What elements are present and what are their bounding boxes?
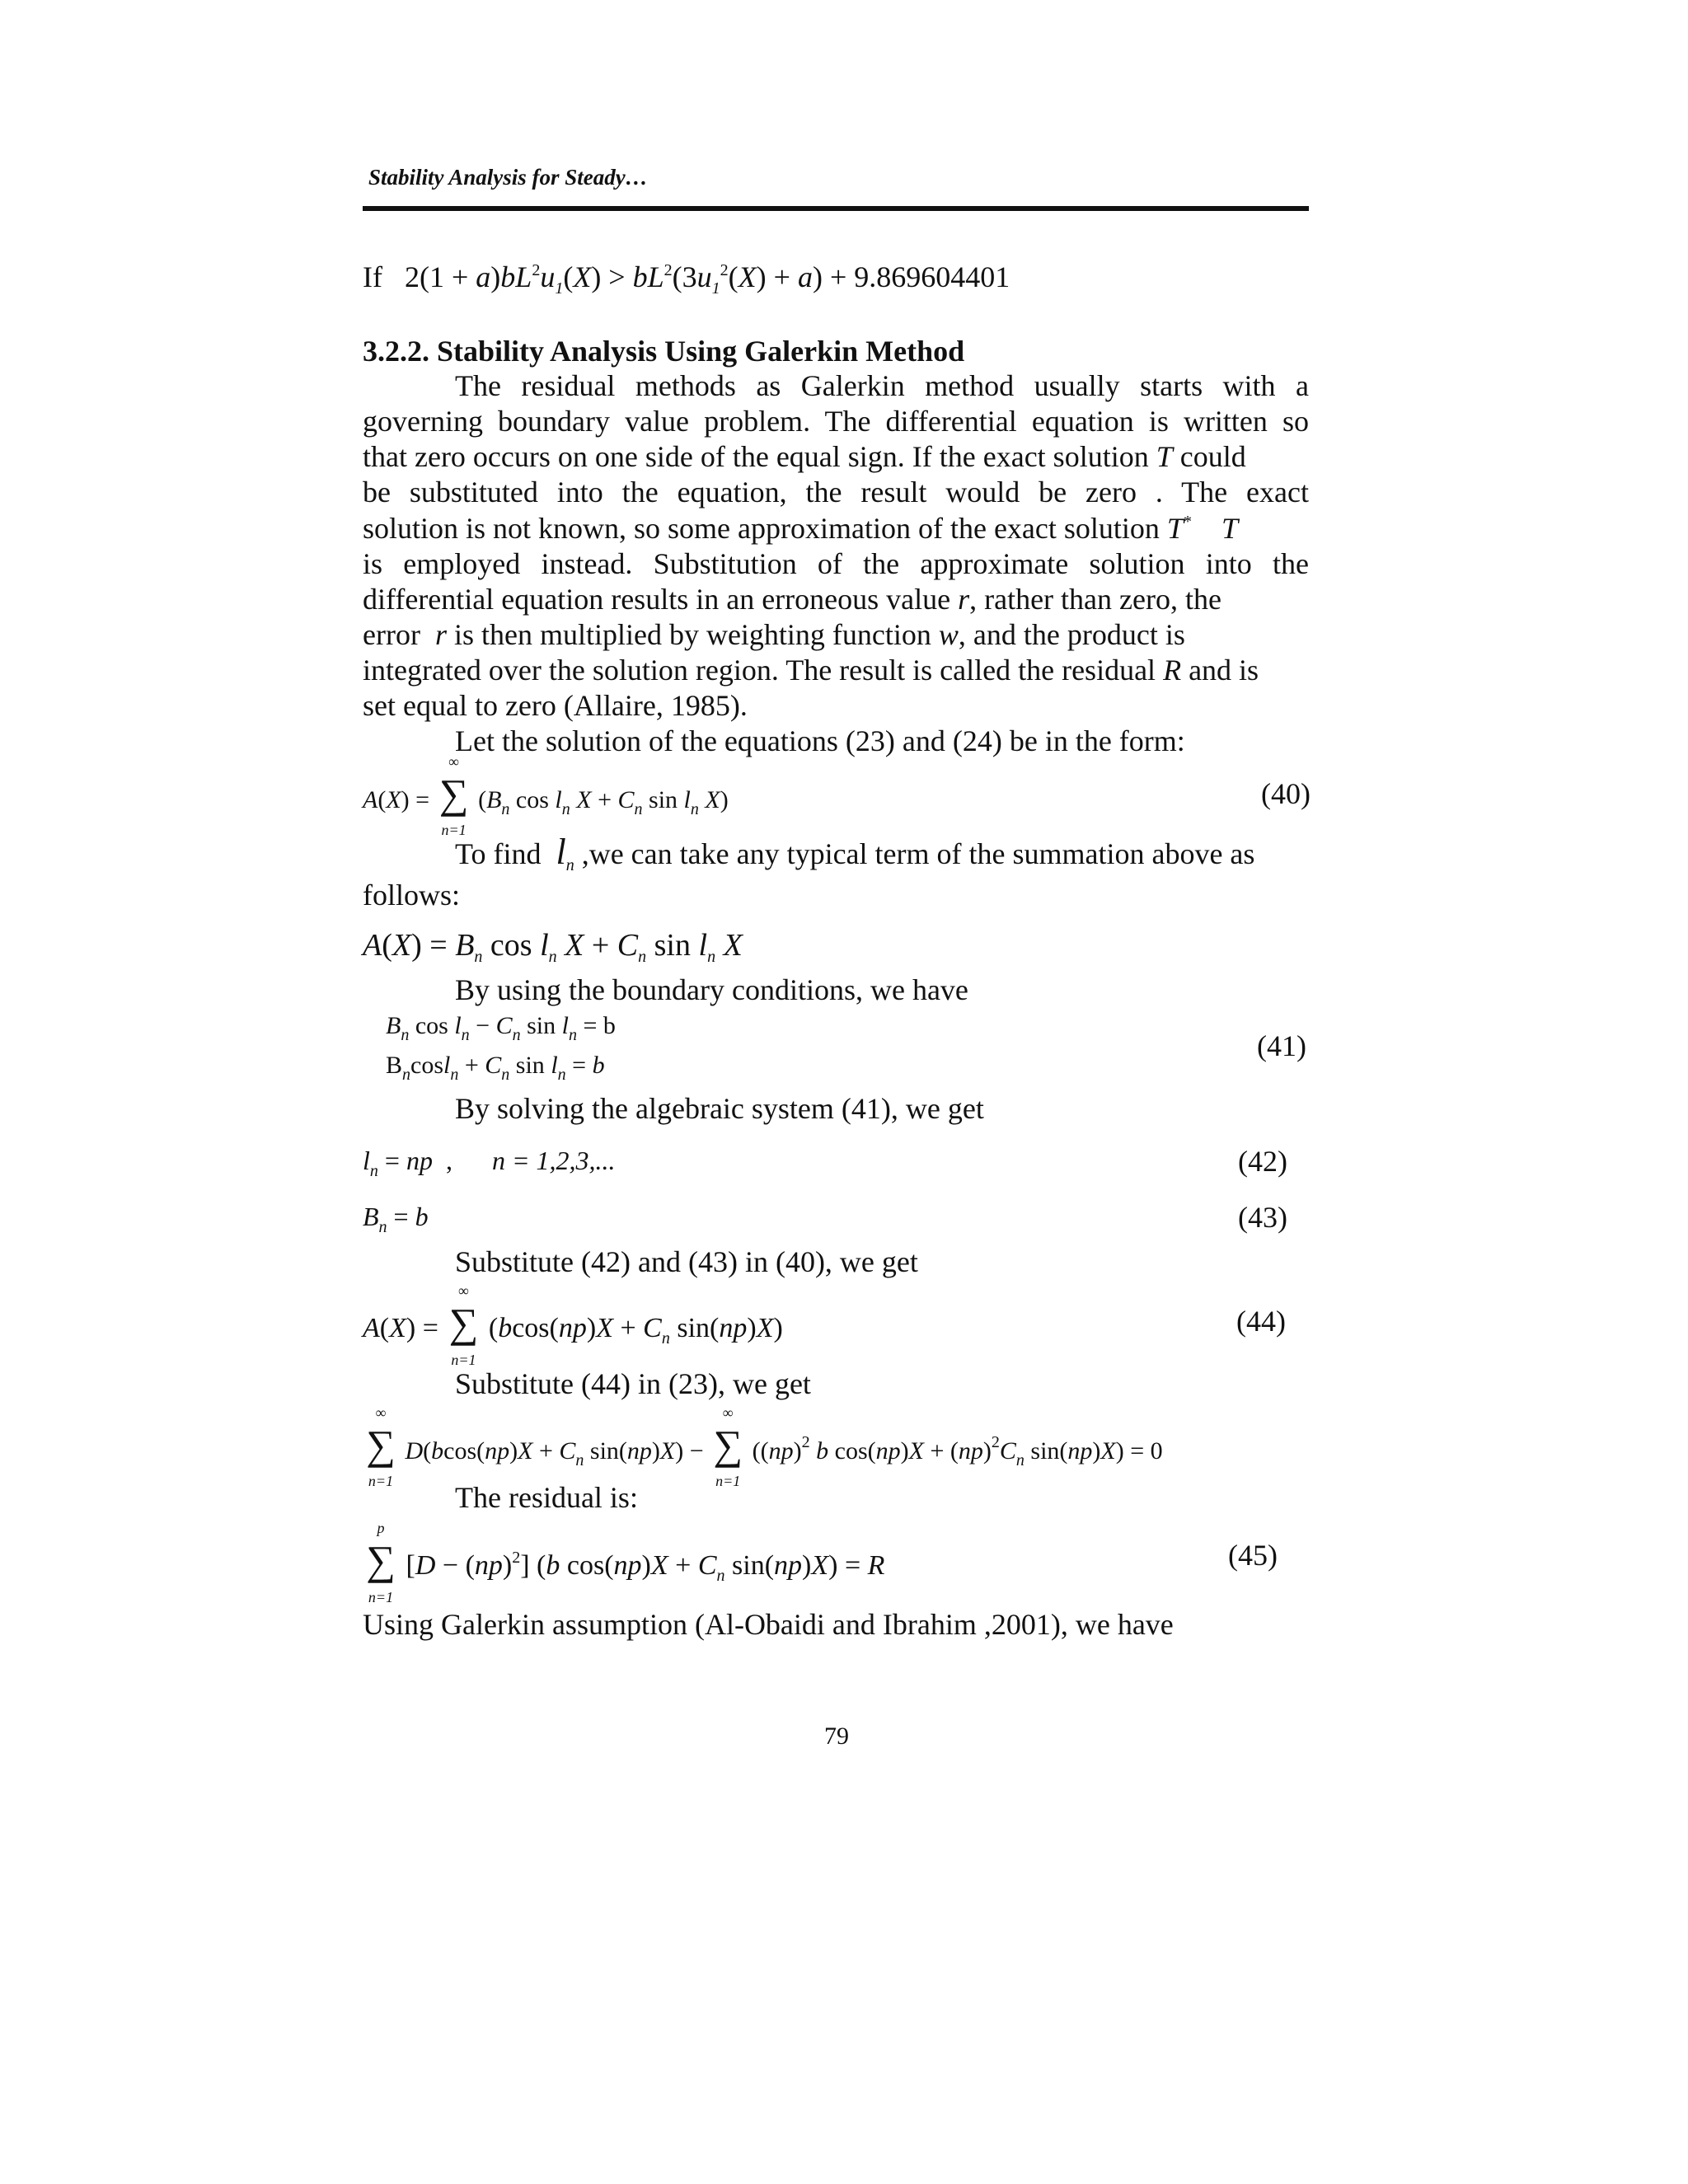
equation-41b: $B_n\cos l_n + C_n$ $\sin l_n = b$ bbox=[386, 1052, 605, 1084]
header-rule bbox=[363, 206, 1309, 211]
eq-number: (42) bbox=[1238, 1145, 1287, 1178]
para-line: differential equation results in an erroneous value r, rather than zero, the bbox=[363, 583, 1221, 616]
residual-line: The residual is: bbox=[455, 1481, 638, 1514]
eq-number: (40) bbox=[1261, 777, 1311, 810]
typical-term-equation: $A(X) = B_n$ $\cos l_n$ $X + C_n$ $\sin l_n$ X bbox=[363, 928, 743, 966]
para-line: error r is then multiplied by weighting function w, and the product is bbox=[363, 618, 1185, 651]
let-line: Let the solution of the equations (23) and (24) be in the form: bbox=[455, 724, 1185, 757]
para-line: is employed instead. Substitution of the approximate solution into the bbox=[363, 547, 1309, 580]
substitute-line-1: Substitute (42) and (43) in (40), we get bbox=[455, 1245, 918, 1278]
section-heading: 3.2.2. Stability Analysis Using Galerkin Method bbox=[363, 335, 965, 368]
page-number: 79 bbox=[824, 1722, 849, 1750]
equation-42: $l_n$ = np , n = 1,2,3,... bbox=[363, 1146, 616, 1180]
equation-41a: $B_n$ $\cos l_n - C_n$ $\sin l_n = b$ bbox=[386, 1012, 616, 1044]
para-line: governing boundary value problem. The differential equation is written so bbox=[363, 405, 1309, 438]
para-line: be substituted into the equation, the result would be zero . The exact bbox=[363, 476, 1309, 509]
bc-line: By using the boundary conditions, we have bbox=[455, 973, 968, 1006]
condition-equation: If $2(1 + a)bL^2u_1(X) > bL^2(3u_1^2(X) + a) + 9.869604401$ bbox=[363, 260, 1010, 298]
galerkin-line: Using Galerkin assumption (Al-Obaidi and Ibrahim ,2001), we have bbox=[363, 1608, 1174, 1641]
eq-number: (45) bbox=[1228, 1539, 1278, 1572]
equation-44: A(X) = ∞ ∑ n=1 ($bcos(np)X + C_n$ sin(np)X) bbox=[363, 1282, 783, 1368]
equation-40: A(X) = ∞ ∑ n=1 ($B_n$ $\cos l_n$ $X + C_n$ $\sin l_n$ X) bbox=[363, 753, 729, 838]
para-line: set equal to zero (Allaire, 1985). bbox=[363, 689, 748, 722]
running-header: Stability Analysis for Steady… bbox=[368, 165, 648, 190]
eq-number: (43) bbox=[1238, 1201, 1287, 1234]
substituted-equation: ∞ ∑ n=1 $D(bcos(np)X + C_n$ sin(np)X) − ∞ ∑ n=1 ((np)$^2$ b $\cos(np)X + (np)^2C_n$ sin(np)X) = 0 bbox=[366, 1404, 1163, 1489]
para-line: integrated over the solution region. The result is called the residual R and is bbox=[363, 654, 1259, 687]
para-line: The residual methods as Galerkin method usually starts with a bbox=[455, 369, 1309, 402]
para-line: that zero occurs on one side of the equal sign. If the exact solution T could bbox=[363, 440, 1246, 473]
follows-line: follows: bbox=[363, 879, 461, 912]
to-find-line: To find $l_n$ ,we can take any typical term of the summation above as bbox=[455, 832, 1255, 874]
para-line: solution is not known, so some approximation of the exact solution T* T bbox=[363, 512, 1238, 545]
equation-43: $B_n = b$ bbox=[363, 1202, 429, 1236]
substitute-line-2: Substitute (44) in (23), we get bbox=[455, 1367, 811, 1400]
solve-line: By solving the algebraic system (41), we get bbox=[455, 1092, 984, 1125]
eq-number: (44) bbox=[1236, 1305, 1286, 1338]
equation-45: p ∑ n=1 [D − (np)$^2$] (b $\cos(np)X + C_n$ sin(np)X) = R bbox=[366, 1520, 885, 1605]
eq-number: (41) bbox=[1257, 1029, 1306, 1062]
